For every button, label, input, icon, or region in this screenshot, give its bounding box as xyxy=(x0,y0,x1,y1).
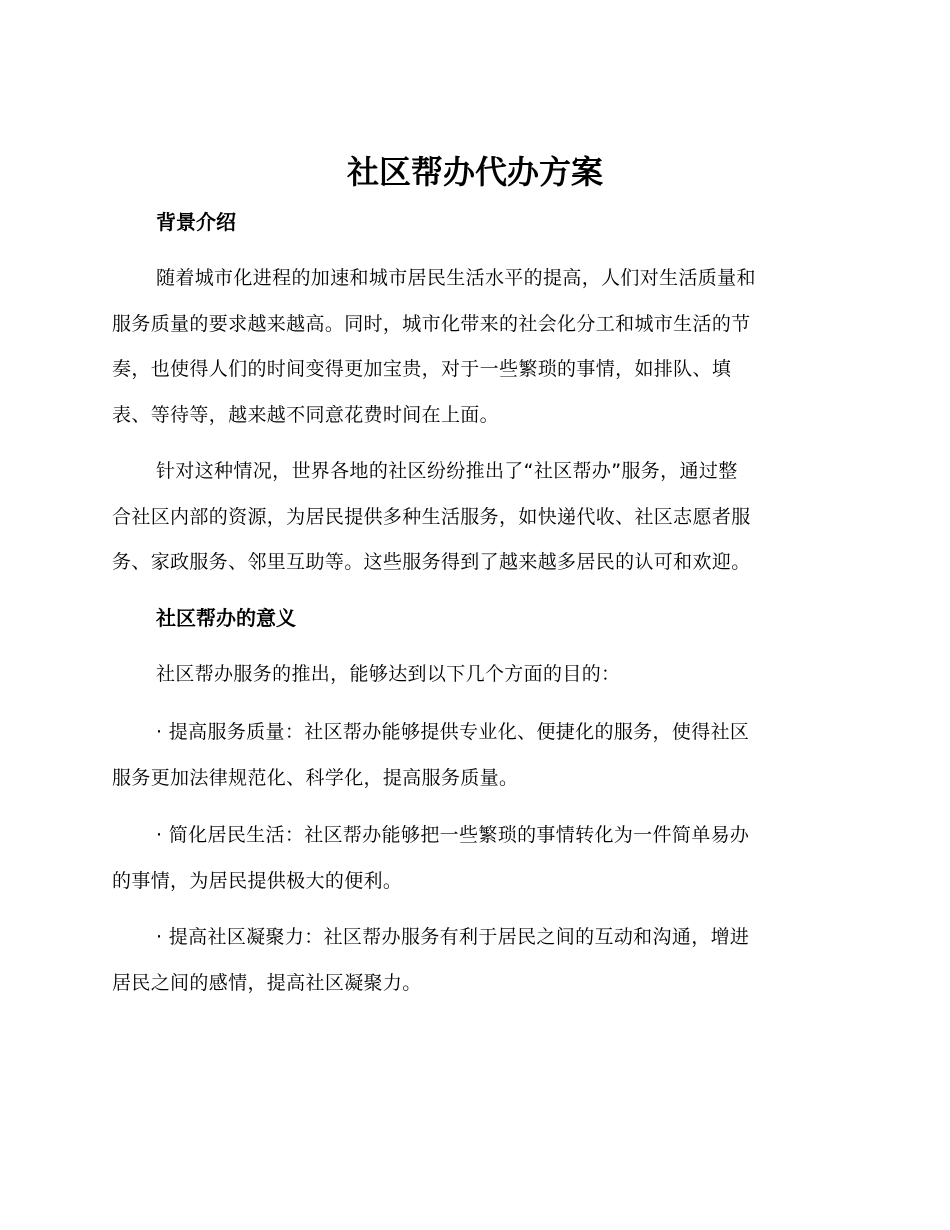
paragraph-line: 表、等待等，越来越不同意花费时间在上面。 xyxy=(112,403,500,426)
bullet-line: 居民之间的感情，提高社区凝聚力。 xyxy=(112,971,422,994)
bullet-line: · 提高服务质量：社区帮办能够提供专业化、便捷化的服务，使得社区 xyxy=(156,721,750,743)
paragraph-background-1 xyxy=(112,256,837,438)
bullet-line: 服务更加法律规范化、科学化，提高服务质量。 xyxy=(112,766,519,789)
paragraph-significance-intro xyxy=(112,652,837,698)
bullet-line: · 提高社区凝聚力：社区帮办服务有利于居民之间的互动和沟通，增进 xyxy=(156,926,750,948)
bullet-item-community-cohesion xyxy=(112,915,837,1006)
paragraph-line: 奏，也使得人们的时间变得更加宝贵，对于一些繁琐的事情，如排队、填 xyxy=(112,358,732,380)
paragraph-line: 合社区内部的资源，为居民提供多种生活服务，如快递代收、社区志愿者服 xyxy=(112,505,751,528)
section-heading-background: 背景介绍 xyxy=(156,210,236,234)
paragraph-line: 社区帮办服务的推出，能够达到以下几个方面的目的： xyxy=(156,663,621,685)
paragraph-line: 随着城市化进程的加速和城市居民生活水平的提高，人们对生活质量和 xyxy=(156,267,756,289)
paragraph-background-2 xyxy=(112,449,837,586)
bullet-line: · 简化居民生活：社区帮办能够把一些繁琐的事情转化为一件简单易办 xyxy=(156,824,750,846)
bullet-item-service-quality xyxy=(112,710,837,801)
bullet-item-simplify-life xyxy=(112,813,837,904)
paragraph-line: 服务质量的要求越来越高。同时，城市化带来的社会化分工和城市生活的节 xyxy=(112,312,751,335)
bullet-line: 的事情，为居民提供极大的便利。 xyxy=(112,869,403,892)
paragraph-line: 务、家政服务、邻里互助等。这些服务得到了越来越多居民的认可和欢迎。 xyxy=(112,551,751,573)
document-title: 社区帮办代办方案 xyxy=(346,153,603,191)
paragraph-line: 针对这种情况，世界各地的社区纷纷推出了“社区帮办”服务，通过整 xyxy=(156,460,738,482)
section-heading-significance: 社区帮办的意义 xyxy=(156,606,296,630)
